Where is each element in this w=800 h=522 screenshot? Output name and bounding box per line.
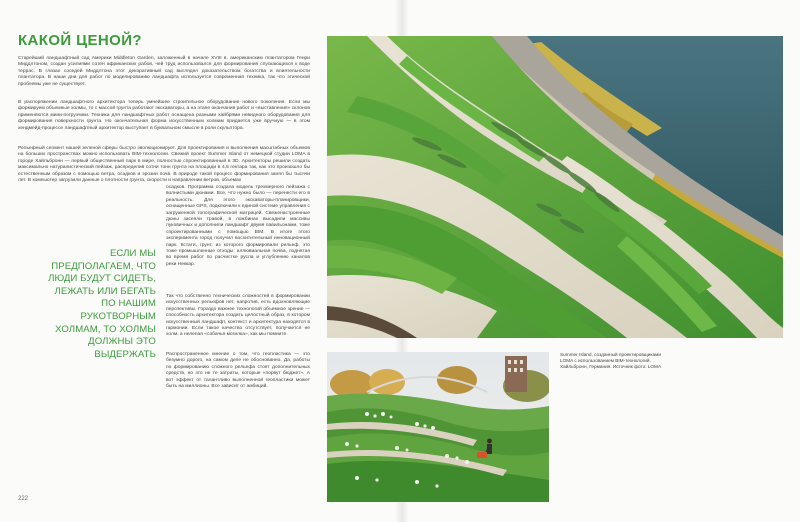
section-heading: КАКОЙ ЦЕНОЙ? xyxy=(18,32,142,49)
aerial-park-photo xyxy=(327,36,783,338)
paragraph-6: Распространенное мнение о том, что геопластика — это безумно дорого, на самом деле не обоснованно. Да, работы по формированию сложного рельефа стоят дополнительных средств, но это не те затраты, которые «порвут бюджет». А вот эффект от талантливо выполненной геопластики может быть на миллионы. Все зависит от амбиций. xyxy=(166,352,310,390)
paragraph-1: Старейший ландшафтный сад Америки Middleton Garden, заложенный в начале XVIII в. американским плантатором Генри Миддлтоном, создан усилиями сотен африканских рабов, чей труд использовался для формирования спускающихся к воде террас. В глазах соседей Миддлтона этот декоративный сад выглядел доказательством богатства и влиятельности плантатора. В наши дни для работ по моделированию ландшафта используется современная техника, так что этической проблемы уже не существует. xyxy=(18,56,310,87)
paragraph-4: осадков. Программа создала модель трехмерного пейзажа с волнистыми дюнами. Все, что нужно было — перенести его в реальность. Для этого экскаваторы-планировщики, оснащенные GPS, подключили к единой системе управления с загруженной топографической матрицей. Свеженастроенные дюны засеяли травой, в ложбинах высадили массивы луковичных и дополнили ландшафт двумя павильонами, тоже спроектированными с помощью BIM. В итоге этого эксперимента город получил восхитительный инновационный парк. Кстати, грунт, из которого формировали рельеф, это тоже промышленные отходы: аллювиальная почва, поднятая во время работ по расчистке русла и углублению каналов реки Неккар. xyxy=(166,185,310,267)
page-number: 222 xyxy=(18,496,29,502)
pull-quote: ЕСЛИ МЫ ПРЕДПОЛАГАЕМ, ЧТО ЛЮДИ БУДУТ СИДЕТЬ, ЛЕЖАТЬ ИЛИ БЕГАТЬ ПО НАШИМ РУКОТВОРНЫМ ХОЛМАМ, ТО ХОЛМЫ ДОЛЖНЫ ЭТО ВЫДЕРЖАТЬ xyxy=(48,248,156,360)
paragraph-3: Рельефный сегмент нашей зеленой сферы быстро эволюционирует. Для проектирования и выполнения масштабных объемов на больших пространствах можно использовать BIM-технологии. Свежий проект Summer Island от немецкой студии LOMA в городе Хайльбронн — первый общественный парк в мире, полностью спроектированный в 3D. Архитекторы решили создать максимально натуралистический пейзаж, распределив сотни тонн грунта на площади в 4,5 гектара так, как это произошло бы естественным образом с помощью ветра, осадков и эрозии почв. В природе такой процесс формирования занял бы тысячи лет. В компьютер загрузили данные о плотности грунта, скорости и направлении ветров, объемах xyxy=(18,146,310,184)
paragraph-2: В распоряжении ландшафтного архитектора теперь умнейшее строительное оборудование нового поколения. Если мы формируем объемные холмы, то с массой грунта работают экскаваторы, а на этапе окончания работ и «выставления» склонов применяются мини-погрузчики. Техника для ландшафтных работ оснащена разными хайбрями невидного оборудования для формирования поверхности грунта. Но окончательная форма искусственным холмам придается уже вручную — в этом хендмейд-процессе ландшафтный архитектор выступает в буквальном смысле в роли скульптора. xyxy=(18,100,310,131)
paragraph-5: Так что собственно технических сложностей в формировании искусственных рельефов нет, напротив, есть вдохновляющие перспективы. Гораздо важнее технологий объемное зрение — способность архитектора создать целостный образ, в котором искусственный ландшафт, контекст и архитектура находятся в гармонии. Если такое качество отсутствует, получается не холм, а нелепая «собачья могилка», как мы помните. xyxy=(166,294,310,338)
photo-caption: Summer Island, созданный проектировщиками LOMA с использованием BIM-технологий. Хайльбронн, Германия. Источник фото: LOMA xyxy=(560,352,662,369)
lawn-mowing-photo xyxy=(327,352,549,502)
